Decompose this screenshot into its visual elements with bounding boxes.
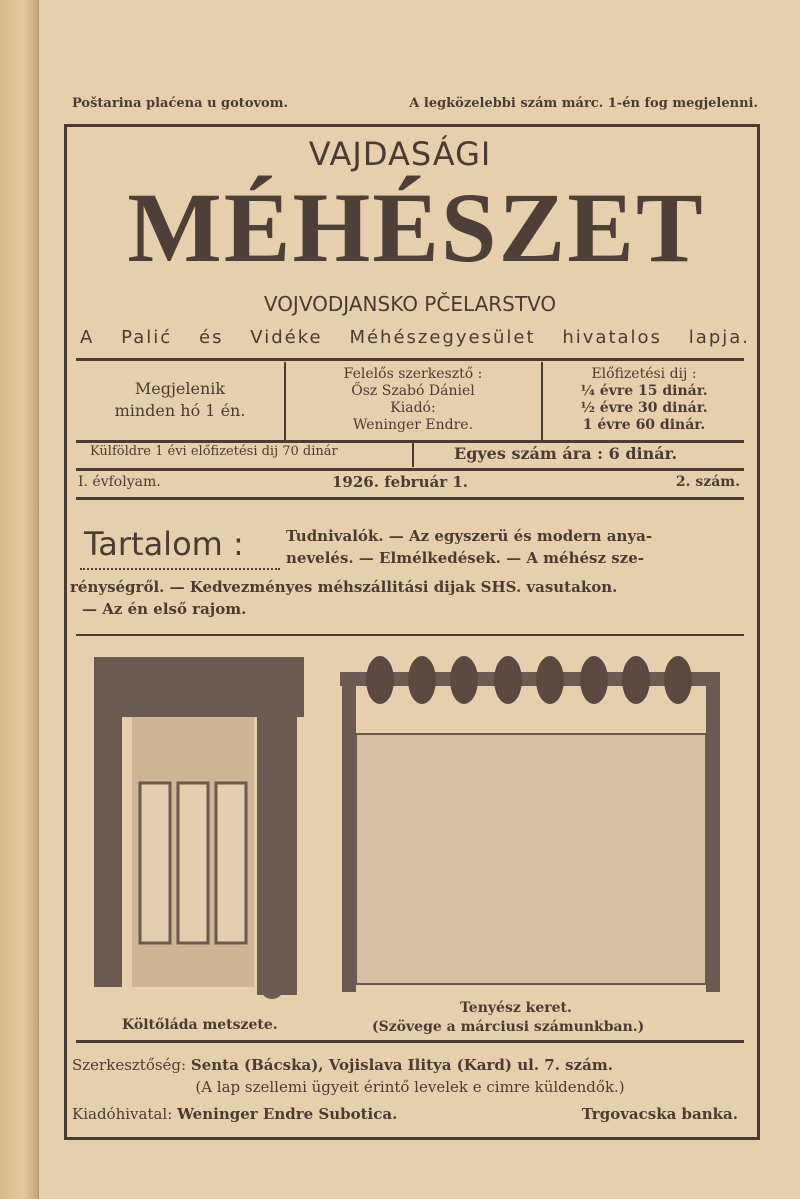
contents-line-2: nevelés. — Elmélkedések. — A méhész sze- bbox=[286, 549, 644, 567]
appears-line-2: minden hó 1 én. bbox=[114, 401, 246, 420]
postage-note: Poštarina plaćena u gotovom. bbox=[72, 96, 288, 111]
contents-line-3: rénységről. — Kedvezményes méhszállitási dijak SHS. vasutakon. bbox=[70, 578, 618, 596]
brood-box-illustration bbox=[92, 655, 308, 1005]
publishing-office-label: Kiadóhivatal: bbox=[72, 1105, 173, 1123]
editor-name: Ősz Szabó Dániel bbox=[351, 383, 475, 399]
subscription-half: ½ évre 30 dinár. bbox=[580, 400, 708, 416]
bank-name: Trgovacska banka. bbox=[581, 1105, 738, 1123]
subscription-quarter: ¼ évre 15 dinár. bbox=[580, 383, 708, 399]
divider bbox=[80, 568, 280, 570]
single-price: Egyes szám ára : 6 dinár. bbox=[454, 444, 678, 463]
contents-line-4: — Az én első rajom. bbox=[82, 600, 247, 618]
abroad-price: Külföldre 1 évi előfizetési dij 70 dinár bbox=[90, 444, 338, 459]
divider bbox=[76, 634, 744, 636]
subscription-year: 1 évre 60 dinár. bbox=[582, 417, 706, 433]
divider bbox=[76, 358, 744, 361]
next-issue-note: A legközelebbi szám márc. 1-én fog megjelenni. bbox=[409, 96, 758, 111]
issue-date: 1926. február 1. bbox=[332, 473, 468, 491]
right-figure-note: (Szövege a márciusi számunkban.) bbox=[372, 1019, 645, 1035]
contents-line-1: Tudnivalók. — Az egyszerü és modern anya- bbox=[286, 527, 653, 545]
masthead-title: MÉHÉSZET bbox=[127, 172, 705, 283]
publishing-office-name: Weninger Endre Subotica. bbox=[177, 1105, 398, 1123]
issue-number: 2. szám. bbox=[675, 474, 740, 490]
contents-label: Tartalom : bbox=[84, 525, 244, 563]
divider bbox=[541, 362, 543, 440]
editorial-office-address: Senta (Bácska), Vojislava Ilitya (Kard) ul. 7. szám. bbox=[190, 1056, 613, 1074]
left-figure-caption: Költőláda metszete. bbox=[122, 1017, 278, 1033]
masthead-kicker: VAJDASÁGI bbox=[308, 135, 492, 173]
divider bbox=[76, 440, 744, 443]
appears-line-1: Megjelenik bbox=[134, 379, 226, 398]
editor-label: Felelős szerkesztő : bbox=[343, 366, 483, 382]
editorial-office-label: Szerkesztőség: bbox=[72, 1056, 187, 1074]
divider bbox=[76, 1040, 744, 1043]
volume: I. évfolyam. bbox=[78, 474, 161, 490]
divider bbox=[76, 468, 744, 471]
divider bbox=[412, 443, 414, 467]
divider bbox=[76, 497, 744, 500]
masthead-subtitle: VOJVODJANSKO PČELARSTVO bbox=[263, 292, 557, 316]
publisher-name: Weninger Endre. bbox=[352, 417, 474, 433]
right-figure-caption: Tenyész keret. bbox=[460, 1000, 572, 1016]
publisher-label: Kiadó: bbox=[390, 400, 436, 416]
subscription-label: Előfizetési dij : bbox=[591, 366, 697, 382]
editorial-office-note: (A lap szellemi ügyeit érintő levelek e cimre küldendők.) bbox=[195, 1078, 625, 1096]
breeding-frame-illustration bbox=[336, 652, 746, 997]
book-spine bbox=[0, 0, 39, 1199]
masthead-tagline: A Palić és Vidéke Méhészegyesület hivatalos lapja. bbox=[80, 327, 750, 348]
